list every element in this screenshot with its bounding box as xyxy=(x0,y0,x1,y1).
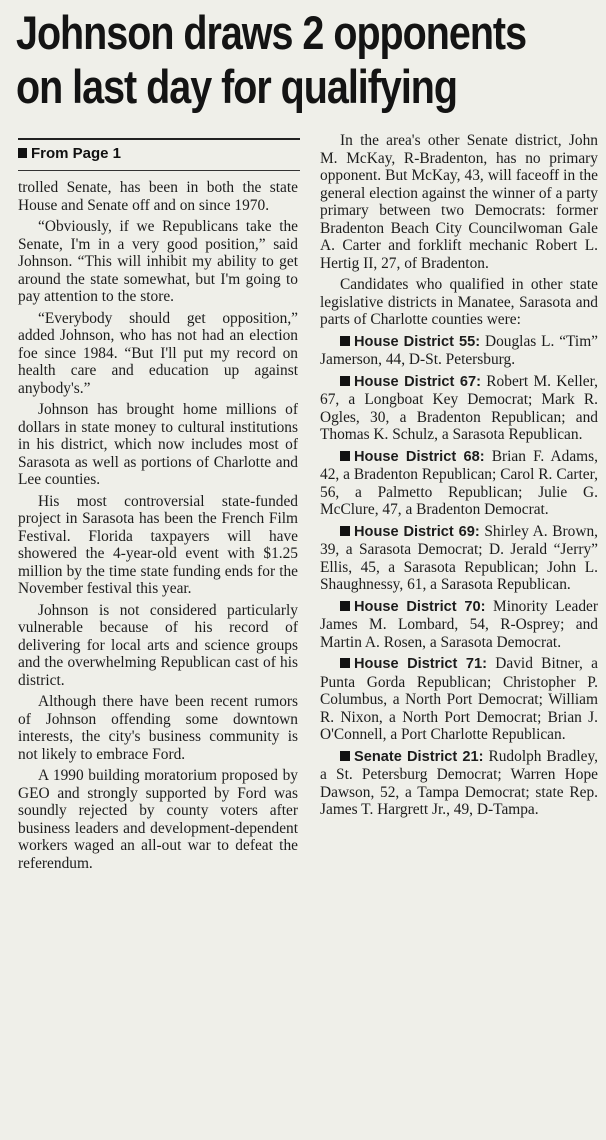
paragraph: trolled Senate, has been in both the state House and Senate off and on since 1970. xyxy=(18,179,298,214)
paragraph: Johnson has brought home millions of dollars in state money to cultural institutions in his district, which now includes most of Sarasota as well as portions of Charlotte and Lee counties. xyxy=(18,401,298,488)
square-bullet-icon xyxy=(18,148,27,158)
district-entry xyxy=(320,748,598,819)
square-bullet-icon xyxy=(340,658,350,668)
square-bullet-icon xyxy=(340,526,350,536)
headline xyxy=(16,6,527,114)
headline-line-2: on last day for qualifying xyxy=(16,60,458,113)
district-entry xyxy=(320,523,598,594)
square-bullet-icon xyxy=(340,376,350,386)
column-top-rule xyxy=(18,138,300,140)
district-label: House District 70: xyxy=(354,598,486,615)
district-text: Douglas L. “Tim” Jamerson, 44, D-St. Petersburg. xyxy=(320,332,598,368)
paragraph: His most controversial state-funded project in Sarasota has been the French Film Festival. Florida taxpayers will have showered the 4-year-old event with $1.25 million by the time state funding ends for the November festival this year. xyxy=(18,492,298,597)
paragraph: “Everybody should get opposition,” added Johnson, who has not had an election foe since 1984. “But I'll put my record on health care and education up against anybody's.” xyxy=(18,309,298,397)
paragraph: Although there have been recent rumors of Johnson offending some downtown interests, the city's business community is not likely to embrace Ford. xyxy=(18,693,298,763)
district-text: Shirley A. Brown, 39, a Sarasota Democrat; D. Jerald “Jerry” Ellis, 45, a Sarasota Republican; John L. Shaughnessy, 61, a Sarasota Republican. xyxy=(320,522,598,593)
paragraph: A 1990 building moratorium proposed by GEO and strongly supported by Ford was soundly rejected by county voters after business leaders and development-dependent workers waged an all-out war to defeat the referendum. xyxy=(18,767,298,872)
district-entry xyxy=(320,448,598,519)
square-bullet-icon xyxy=(340,601,350,611)
district-entry xyxy=(320,373,598,444)
continuation-rule xyxy=(18,170,300,171)
district-label: House District 67: xyxy=(354,373,481,390)
district-text: Brian F. Adams, 42, a Bradenton Republican; Carol R. Carter, 56, a Palmetto Republican; Julie G. McClure, 47, a Bradenton Democrat. xyxy=(320,447,598,518)
district-text: Minority Leader James M. Lombard, 54, R-Osprey; and Martin A. Rosen, a Sarasota Democrat. xyxy=(320,597,598,651)
district-label: House District 71: xyxy=(354,656,487,672)
square-bullet-icon xyxy=(340,751,350,761)
district-label: House District 68: xyxy=(354,448,485,465)
district-label: House District 55: xyxy=(354,333,481,350)
continuation-text: From Page 1 xyxy=(31,145,122,162)
headline-line-1: Johnson draws 2 opponents xyxy=(16,6,527,59)
district-text: David Bitner, a Punta Gorda Republican; Christopher P. Columbus, a North Port Democrat; William R. Nixon, a North Port Democrat; Brian J. O'Connell, a Port Charlotte Republican. xyxy=(320,655,599,743)
left-column xyxy=(18,179,298,876)
district-entry xyxy=(320,333,598,369)
district-entry xyxy=(320,655,598,744)
district-text: Robert M. Keller, 67, a Longboat Key Democrat; Mark R. Ogles, 30, a Bradenton Republican; and Thomas K. Schulz, a Sarasota Republican. xyxy=(320,372,598,443)
right-column xyxy=(320,132,598,823)
square-bullet-icon xyxy=(340,336,350,346)
paragraph: Candidates who qualified in other state legislative districts in Manatee, Sarasota and parts of Charlotte counties were: xyxy=(320,276,598,328)
district-text: Rudolph Bradley, a St. Petersburg Democrat; Warren Hope Dawson, 52, a Tampa Democrat; state Rep. James T. Hargrett Jr., 49, D-Tampa. xyxy=(320,747,598,818)
paragraph: Johnson is not considered particularly vulnerable because of his record of delivering for local arts and science groups and the overwhelming Republican cast of his district. xyxy=(18,601,298,689)
paragraph: In the area's other Senate district, John M. McKay, R-Bradenton, has no primary opponent. But McKay, 43, will faceoff in the general election against the winner of a party primary between two Democrats: former Bradenton Beach City Councilwoman Gale A. Carter and forklift mechanic Robert L. Hertig II, 27, of Bradenton. xyxy=(320,132,598,272)
district-label: House District 69: xyxy=(354,523,480,540)
square-bullet-icon xyxy=(340,451,350,461)
district-label: Senate District 21: xyxy=(354,748,484,765)
continuation-label xyxy=(18,144,121,164)
district-entry xyxy=(320,598,598,652)
paragraph: “Obviously, if we Republicans take the Senate, I'm in a very good position,” said Johnson. “This will inhibit my ability to get around the state somewhat, but I'm going to pay attention to the store. xyxy=(18,218,298,305)
